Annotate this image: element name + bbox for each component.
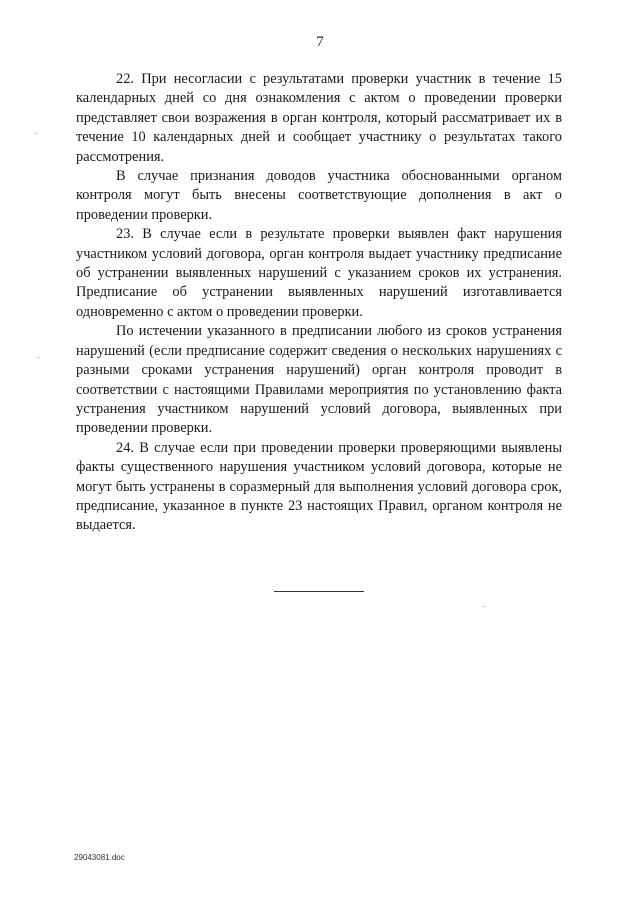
end-divider — [274, 591, 364, 592]
paragraph-22-addendum: В случае признания доводов участника обоснованными органом контроля могут быть внесены соответствующие дополнения в акт о проведении проверки. — [76, 168, 562, 223]
scan-speck — [36, 133, 37, 134]
paragraph-23: 23. В случае если в результате проверки выявлен факт нарушения участником условий договора, орган контроля выдает участнику предписание об устранении выявленных нарушений с указанием сроков их устранения. Предписание об устранении выявленных нарушений изготавливается одновременно с актом о проведении проверки. — [76, 226, 562, 320]
document-body — [76, 70, 562, 536]
paragraph-24: 24. В случае если при проведении проверки проверяющими выявлены факты существенного нарушения участником условий договора, которые не могут быть устранены в соразмерный для выполнения условий договора срок, предписание, указанное в пункте 23 настоящих Правил, органом контроля не выдается. — [76, 439, 562, 534]
scan-speck — [484, 606, 485, 607]
footer-filename: 29043081.doc — [74, 853, 125, 862]
paragraph-23-continuation: По истечении указанного в предписании любого из сроков устранения нарушений (если предписание содержит сведения о нескольких нарушениях с разными сроками устранения нарушений) орган контроля проводит в соответствии с настоящими Правилами мероприятия по установлению факта устранения участником нарушений условий договора, выявленных при проведении проверки. — [76, 323, 562, 437]
page-number: 7 — [316, 34, 324, 50]
paragraph-22: 22. При несогласии с результатами проверки участник в течение 15 календарных дней со дня ознакомления с актом о проведении проверки представляет свои возражения в орган контроля, который рассматривает их в течение 10 календарных дней и сообщает участнику о результатах такого рассмотрения. — [76, 71, 562, 165]
scan-speck — [38, 357, 39, 358]
